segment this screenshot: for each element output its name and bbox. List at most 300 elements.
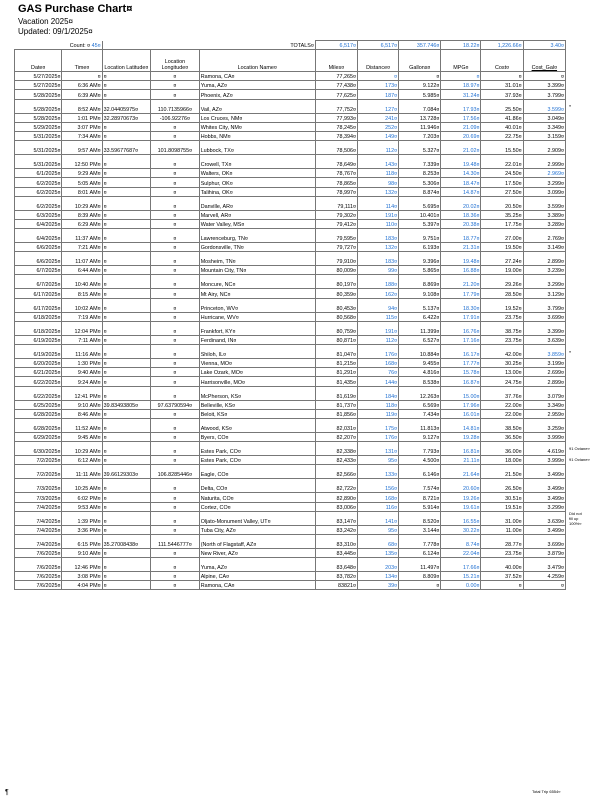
table-row <box>15 122 566 131</box>
col-header-time: Time¤ <box>62 50 102 72</box>
cell-distance: 183¤ <box>358 252 399 266</box>
cell-cost-per-gal: 3.129¤ <box>523 289 565 298</box>
cell-distance: 175¤ <box>358 418 399 432</box>
cell-time: 6:36 AM¤ <box>62 81 102 90</box>
cell-miles: 82,890¤ <box>315 493 357 502</box>
cell-longitude: ¤ <box>151 178 200 187</box>
cell-cost-per-gal: 3.599¤ <box>523 99 565 113</box>
cell-cost: 37.76¤ <box>481 386 523 400</box>
cell-distance: 176¤ <box>358 432 399 441</box>
cell-latitude: ¤ <box>102 479 151 493</box>
cell-miles: 82,566¤ <box>315 465 357 479</box>
cell-gallons: 10.884¤ <box>399 345 441 359</box>
cell-mpg: 18.30¤ <box>441 298 481 312</box>
cell-miles: 79,412¤ <box>315 219 357 228</box>
cell-longitude: ¤ <box>151 456 200 465</box>
cell-latitude: 32.04405975¤ <box>102 99 151 113</box>
cell-date: 6/6/2025¤ <box>15 243 62 252</box>
cell-time: 10:29 AM¤ <box>62 442 102 456</box>
total-cost-per-gal: 3.40¤ <box>523 41 565 50</box>
cell-distance: 184¤ <box>358 386 399 400</box>
cell-miles: 83,242¤ <box>315 525 357 534</box>
cell-longitude: ¤ <box>151 502 200 511</box>
cell-time: 9:24 AM¤ <box>62 377 102 386</box>
table-row <box>15 386 566 400</box>
cell-gallons: 5.914¤ <box>399 502 441 511</box>
cell-mpg: 17.66¤ <box>441 558 481 572</box>
cell-distance: 115¤ <box>358 312 399 321</box>
cell-cost: 42.00¤ <box>481 345 523 359</box>
cell-gallons: 7.793¤ <box>399 442 441 456</box>
cell-cost: 37.52¤ <box>481 572 523 581</box>
cell-location-name: Talihina, OK¤ <box>199 187 315 196</box>
cell-cost-per-gal: 3.859¤ <box>523 345 565 359</box>
table-row <box>15 252 566 266</box>
table-row <box>15 113 566 122</box>
cell-cost-per-gal: 3.639¤ <box>523 335 565 344</box>
cell-cost-per-gal: 3.159¤ <box>523 131 565 140</box>
cell-latitude: ¤ <box>102 359 151 368</box>
table-row <box>15 196 566 210</box>
cell-location-name: Hurricane, WV¤ <box>199 312 315 321</box>
cell-cost-per-gal: 2.769¤ <box>523 229 565 243</box>
cell-cost: 23.75¤ <box>481 312 523 321</box>
cell-time: 5:05 AM¤ <box>62 178 102 187</box>
col-header-date: Date¤ <box>15 50 62 72</box>
cell-miles: 79,302¤ <box>315 210 357 219</box>
cell-location-name: Shiloh, IL¤ <box>199 345 315 359</box>
cell-date: 6/4/2025¤ <box>15 219 62 228</box>
table-row <box>15 210 566 219</box>
cell-location-name: Lubbock, TX¤ <box>199 141 315 155</box>
cell-mpg: ¤ <box>441 72 481 81</box>
cell-cost-per-gal: 3.499¤ <box>523 493 565 502</box>
cell-miles: 83,006¤ <box>315 502 357 511</box>
col-header-latitude: Location Latitude¤ <box>102 50 151 72</box>
cell-cost-per-gal: 3.699¤ <box>523 312 565 321</box>
cell-time: 10:29 AM¤ <box>62 196 102 210</box>
cell-mpg: 30.22¤ <box>441 525 481 534</box>
cell-mpg: 16.01¤ <box>441 409 481 418</box>
cell-distance: 133¤ <box>358 465 399 479</box>
cell-miles: 83,310¤ <box>315 534 357 548</box>
cell-distance: 143¤ <box>358 155 399 169</box>
cell-gallons: 7.574¤ <box>399 479 441 493</box>
cell-gallons: 9.122¤ <box>399 81 441 90</box>
cell-gallons: 10.401¤ <box>399 210 441 219</box>
cell-miles: 78,767¤ <box>315 169 357 178</box>
cell-location-name: Cortez, CO¤ <box>199 502 315 511</box>
cell-location-name: Danville, AR¤ <box>199 196 315 210</box>
cell-location-name: Atwood, KS¤ <box>199 418 315 432</box>
table-row <box>15 72 566 81</box>
cell-cost-per-gal: 3.799¤ <box>523 298 565 312</box>
cell-mpg: 19.61¤ <box>441 502 481 511</box>
cell-date: 5/28/2025¤ <box>15 99 62 113</box>
document-subtitle: Vacation 2025¤ <box>18 17 74 26</box>
table-row <box>15 229 566 243</box>
cell-miles: 81,737¤ <box>315 400 357 409</box>
cell-mpg: 18.77¤ <box>441 229 481 243</box>
cell-longitude: ¤ <box>151 131 200 140</box>
cell-latitude: ¤ <box>102 266 151 275</box>
cell-miles: 80,359¤ <box>315 289 357 298</box>
cell-latitude: ¤ <box>102 548 151 557</box>
cell-date: 6/6/2025¤ <box>15 252 62 266</box>
cell-mpg: 31.24¤ <box>441 90 481 99</box>
cell-cost: 19.00¤ <box>481 266 523 275</box>
cell-location-name: Byers, CO¤ <box>199 432 315 441</box>
cell-cost-per-gal: 3.299¤ <box>523 275 565 289</box>
cell-date: 6/19/2025¤ <box>15 335 62 344</box>
cell-date: 7/4/2025¤ <box>15 525 62 534</box>
cell-time: 3:36 PM¤ <box>62 525 102 534</box>
cell-longitude: ¤ <box>151 345 200 359</box>
cell-longitude: ¤ <box>151 243 200 252</box>
cell-time: 3:08 PM¤ <box>62 572 102 581</box>
cell-distance: 191¤ <box>358 321 399 335</box>
cell-distance: 95¤ <box>358 456 399 465</box>
table-row <box>15 493 566 502</box>
cell-time: 7:21 AM¤ <box>62 243 102 252</box>
table-row <box>15 90 566 99</box>
cell-miles: 82,722¤ <box>315 479 357 493</box>
cell-cost: 27.00¤ <box>481 229 523 243</box>
cell-distance: 203¤ <box>358 558 399 572</box>
paragraph-mark: ¶ <box>5 789 9 796</box>
cell-cost-per-gal: 3.639¤ <box>523 511 565 525</box>
cell-cost: 38.75¤ <box>481 321 523 335</box>
cell-location-name: Oljato-Monument Valley, UT¤ <box>199 511 315 525</box>
cell-location-name: Alpine, CA¤ <box>199 572 315 581</box>
cell-gallons: 6.569¤ <box>399 400 441 409</box>
cell-distance: 168¤ <box>358 359 399 368</box>
cell-cost-per-gal: 3.499¤ <box>523 465 565 479</box>
cell-mpg: 15.78¤ <box>441 368 481 377</box>
cell-time: 12:46 PM¤ <box>62 558 102 572</box>
cell-time: 1:39 PM¤ <box>62 511 102 525</box>
table-row <box>15 525 566 534</box>
cell-cost-per-gal: 3.879¤ <box>523 548 565 557</box>
cell-mpg: 20.02¤ <box>441 196 481 210</box>
cell-latitude: ¤ <box>102 90 151 99</box>
cell-location-name: Tuba City, AZ¤ <box>199 525 315 534</box>
cell-location-name: Walters, OK¤ <box>199 169 315 178</box>
cell-latitude: ¤ <box>102 418 151 432</box>
cell-longitude: ¤ <box>151 442 200 456</box>
cell-latitude: ¤ <box>102 243 151 252</box>
cell-mpg: 20.38¤ <box>441 219 481 228</box>
cell-cost-per-gal: 2.999¤ <box>523 155 565 169</box>
cell-date: 6/18/2025¤ <box>15 321 62 335</box>
cell-time: 9:40 AM¤ <box>62 368 102 377</box>
document-title: GAS Purchase Chart¤ <box>18 3 133 15</box>
col-header-distance: Distance¤ <box>358 50 399 72</box>
cell-cost: 13.00¤ <box>481 368 523 377</box>
cell-miles: 81,619¤ <box>315 386 357 400</box>
cell-mpg: 16.88¤ <box>441 266 481 275</box>
cell-mpg: 21.20¤ <box>441 275 481 289</box>
cell-cost-per-gal: 3.099¤ <box>523 187 565 196</box>
cell-location-name: Lake Ozark, MO¤ <box>199 368 315 377</box>
cell-mpg: 18.97¤ <box>441 81 481 90</box>
cell-mpg: 18.47¤ <box>441 178 481 187</box>
cell-gallons: 5.865¤ <box>399 266 441 275</box>
cell-cost: 19.51¤ <box>481 502 523 511</box>
cell-latitude: ¤ <box>102 155 151 169</box>
cell-latitude: ¤ <box>102 558 151 572</box>
cell-gallons: 8.520¤ <box>399 511 441 525</box>
cell-distance: 110¤ <box>358 219 399 228</box>
cell-distance: 132¤ <box>358 187 399 196</box>
cell-time: 3:07 PM¤ <box>62 122 102 131</box>
cell-distance: 168¤ <box>358 493 399 502</box>
cell-date: 6/21/2025¤ <box>15 368 62 377</box>
cell-cost: ¤ <box>481 581 523 590</box>
table-row <box>15 465 566 479</box>
cell-distance: 241¤ <box>358 113 399 122</box>
cell-time: 11:37 AM¤ <box>62 229 102 243</box>
cell-miles: 80,759¤ <box>315 321 357 335</box>
cell-distance: 112¤ <box>358 335 399 344</box>
cell-latitude: ¤ <box>102 525 151 534</box>
cell-cost: 19.50¤ <box>481 243 523 252</box>
row-side-note: ¤ <box>569 348 572 354</box>
count-cell <box>15 41 103 50</box>
cell-latitude: ¤ <box>102 581 151 590</box>
cell-cost-per-gal: 3.599¤ <box>523 196 565 210</box>
cell-latitude: ¤ <box>102 321 151 335</box>
cell-latitude: ¤ <box>102 219 151 228</box>
cell-longitude: 97.63790594¤ <box>151 400 200 409</box>
cell-gallons: 3.144¤ <box>399 525 441 534</box>
table-row <box>15 187 566 196</box>
cell-cost-per-gal: 4.259¤ <box>523 572 565 581</box>
cell-cost-per-gal: 3.289¤ <box>523 219 565 228</box>
cell-latitude: ¤ <box>102 169 151 178</box>
cell-distance: 39¤ <box>358 581 399 590</box>
cell-miles: 79,111¤ <box>315 196 357 210</box>
cell-date: 5/31/2025¤ <box>15 155 62 169</box>
cell-cost: 22.00¤ <box>481 400 523 409</box>
cell-latitude: ¤ <box>102 493 151 502</box>
cell-longitude: ¤ <box>151 572 200 581</box>
cell-time: 8:46 AM¤ <box>62 409 102 418</box>
cell-date: 6/4/2025¤ <box>15 229 62 243</box>
cell-gallons: 8.721¤ <box>399 493 441 502</box>
cell-gallons: 9.127¤ <box>399 432 441 441</box>
cell-cost-per-gal: ¤ <box>523 581 565 590</box>
cell-cost: 29.26¤ <box>481 275 523 289</box>
cell-location-name: Mt Airy, NC¤ <box>199 289 315 298</box>
cell-longitude: ¤ <box>151 196 200 210</box>
cell-time: 9:10 AM¤ <box>62 548 102 557</box>
table-row <box>15 409 566 418</box>
table-row <box>15 581 566 590</box>
cell-location-name: Estes Park, CO¤ <box>199 442 315 456</box>
cell-date: 5/31/2025¤ <box>15 141 62 155</box>
cell-cost: 20.50¤ <box>481 196 523 210</box>
cell-time: 8:52 AM¤ <box>62 99 102 113</box>
cell-time: 11:52 AM¤ <box>62 418 102 432</box>
cell-location-name: Princeton, WV¤ <box>199 298 315 312</box>
cell-location-name: Naturita, CO¤ <box>199 493 315 502</box>
cell-latitude: ¤ <box>102 345 151 359</box>
cell-miles: 80,871¤ <box>315 335 357 344</box>
cell-gallons: 8.809¤ <box>399 572 441 581</box>
cell-miles: 83,147¤ <box>315 511 357 525</box>
cell-cost: 36.50¤ <box>481 432 523 441</box>
cell-miles: 82,338¤ <box>315 442 357 456</box>
cell-miles: 77,265¤ <box>315 72 357 81</box>
cell-gallons: 5.985¤ <box>399 90 441 99</box>
cell-longitude: ¤ <box>151 219 200 228</box>
cell-latitude: ¤ <box>102 386 151 400</box>
cell-date: 6/7/2025¤ <box>15 275 62 289</box>
total-mpg: 18.22¤ <box>441 41 481 50</box>
cell-date: 7/6/2025¤ <box>15 572 62 581</box>
table-row <box>15 155 566 169</box>
col-header-mpg: MPG¤ <box>441 50 481 72</box>
cell-longitude: ¤ <box>151 548 200 557</box>
cell-gallons: 7.084¤ <box>399 99 441 113</box>
cell-gallons: 9.751¤ <box>399 229 441 243</box>
cell-distance: 98¤ <box>358 178 399 187</box>
cell-longitude: ¤ <box>151 432 200 441</box>
cell-longitude: ¤ <box>151 321 200 335</box>
col-header-miles: Miles¤ <box>315 50 357 72</box>
cell-latitude: ¤ <box>102 456 151 465</box>
cell-cost-per-gal: 2.899¤ <box>523 252 565 266</box>
cell-distance: 173¤ <box>358 81 399 90</box>
cell-distance: 144¤ <box>358 377 399 386</box>
cell-gallons: 6.193¤ <box>399 243 441 252</box>
cell-date: 7/3/2025¤ <box>15 479 62 493</box>
cell-location-name: Phoenix, AZ¤ <box>199 90 315 99</box>
cell-cost-per-gal: 3.299¤ <box>523 178 565 187</box>
cell-date: 7/4/2025¤ <box>15 511 62 525</box>
cell-location-name: Delta, CO¤ <box>199 479 315 493</box>
cell-time: 1:30 PM¤ <box>62 359 102 368</box>
cell-date: 6/2/2025¤ <box>15 178 62 187</box>
cell-longitude: ¤ <box>151 409 200 418</box>
cell-distance: 134¤ <box>358 572 399 581</box>
cell-date: 6/25/2025¤ <box>15 400 62 409</box>
cell-cost: 22.01¤ <box>481 155 523 169</box>
cell-longitude: ¤ <box>151 229 200 243</box>
cell-location-name: Lawrenceburg, TN¤ <box>199 229 315 243</box>
col-header-location-name: Location Name¤ <box>199 50 315 72</box>
cell-date: 7/3/2025¤ <box>15 493 62 502</box>
table-row <box>15 141 566 155</box>
cell-time: 12:50 PM¤ <box>62 155 102 169</box>
cell-date: 6/22/2025¤ <box>15 386 62 400</box>
cell-miles: 83,445¤ <box>315 548 357 557</box>
cell-mpg: 14.87¤ <box>441 187 481 196</box>
cell-longitude: ¤ <box>151 122 200 131</box>
cell-date: 6/2/2025¤ <box>15 196 62 210</box>
cell-mpg: 16.81¤ <box>441 442 481 456</box>
cell-gallons: 9.455¤ <box>399 359 441 368</box>
cell-date: 7/6/2025¤ <box>15 548 62 557</box>
cell-latitude: 39.83493805¤ <box>102 400 151 409</box>
cell-distance: 119¤ <box>358 409 399 418</box>
cell-latitude: ¤ <box>102 511 151 525</box>
cell-cost-per-gal: ¤ <box>523 72 565 81</box>
cell-cost-per-gal: 3.699¤ <box>523 534 565 548</box>
cell-distance: 114¤ <box>358 196 399 210</box>
cell-miles: 81,291¤ <box>315 368 357 377</box>
total-miles: 6,517¤ <box>315 41 357 50</box>
cell-latitude: ¤ <box>102 196 151 210</box>
col-header-gallons: Gallons¤ <box>399 50 441 72</box>
cell-miles: 78,865¤ <box>315 178 357 187</box>
cell-gallons: 8.874¤ <box>399 187 441 196</box>
cell-location-name: Whites City, NM¤ <box>199 122 315 131</box>
cell-location-name: Yuma, AZ¤ <box>199 558 315 572</box>
cell-time: 9:10 AM¤ <box>62 400 102 409</box>
cell-distance: 95¤ <box>358 525 399 534</box>
row-side-note: ¤ <box>569 103 572 109</box>
cell-miles: 78,245¤ <box>315 122 357 131</box>
table-row <box>15 572 566 581</box>
cell-location-name: Moncure, NC¤ <box>199 275 315 289</box>
cell-date: 6/20/2025¤ <box>15 359 62 368</box>
cell-distance: 162¤ <box>358 289 399 298</box>
cell-date: 6/22/2025¤ <box>15 377 62 386</box>
cell-miles: 77,438¤ <box>315 81 357 90</box>
cell-longitude: ¤ <box>151 275 200 289</box>
table-row <box>15 243 566 252</box>
cell-mpg: 15.00¤ <box>441 386 481 400</box>
cell-cost-per-gal: 2.969¤ <box>523 169 565 178</box>
cell-longitude: ¤ <box>151 90 200 99</box>
cell-gallons: 5.306¤ <box>399 178 441 187</box>
cell-latitude: ¤ <box>102 81 151 90</box>
cell-cost-per-gal: 3.999¤ <box>523 456 565 465</box>
cell-cost: 28.77¤ <box>481 534 523 548</box>
table-row <box>15 266 566 275</box>
cell-mpg: 14.30¤ <box>441 169 481 178</box>
cell-time: 8:39 AM¤ <box>62 210 102 219</box>
table-row <box>15 359 566 368</box>
cell-location-name: New River, AZ¤ <box>199 548 315 557</box>
cell-latitude: ¤ <box>102 409 151 418</box>
cell-miles: 81,047¤ <box>315 345 357 359</box>
table-row <box>15 377 566 386</box>
cell-mpg: 17.16¤ <box>441 335 481 344</box>
cell-mpg: 0.00¤ <box>441 581 481 590</box>
cell-date: 6/1/2025¤ <box>15 169 62 178</box>
cell-date: 5/28/2025¤ <box>15 113 62 122</box>
cell-cost: ¤ <box>481 72 523 81</box>
cell-cost: 19.52¤ <box>481 298 523 312</box>
cell-location-name: Vail, AZ¤ <box>199 99 315 113</box>
cell-gallons: 11.399¤ <box>399 321 441 335</box>
cell-cost: 31.01¤ <box>481 81 523 90</box>
cell-miles: 79,910¤ <box>315 252 357 266</box>
cell-latitude: ¤ <box>102 289 151 298</box>
total-trip-note: Total Trip 6554¤ <box>532 789 561 794</box>
cell-distance: 149¤ <box>358 131 399 140</box>
cell-cost-per-gal: 2.909¤ <box>523 141 565 155</box>
row-side-note: 91 Octane¤ <box>569 445 590 451</box>
table-row <box>15 275 566 289</box>
cell-miles: 82,031¤ <box>315 418 357 432</box>
cell-date: 7/4/2025¤ <box>15 502 62 511</box>
table-row <box>15 99 566 113</box>
cell-miles: 78,649¤ <box>315 155 357 169</box>
